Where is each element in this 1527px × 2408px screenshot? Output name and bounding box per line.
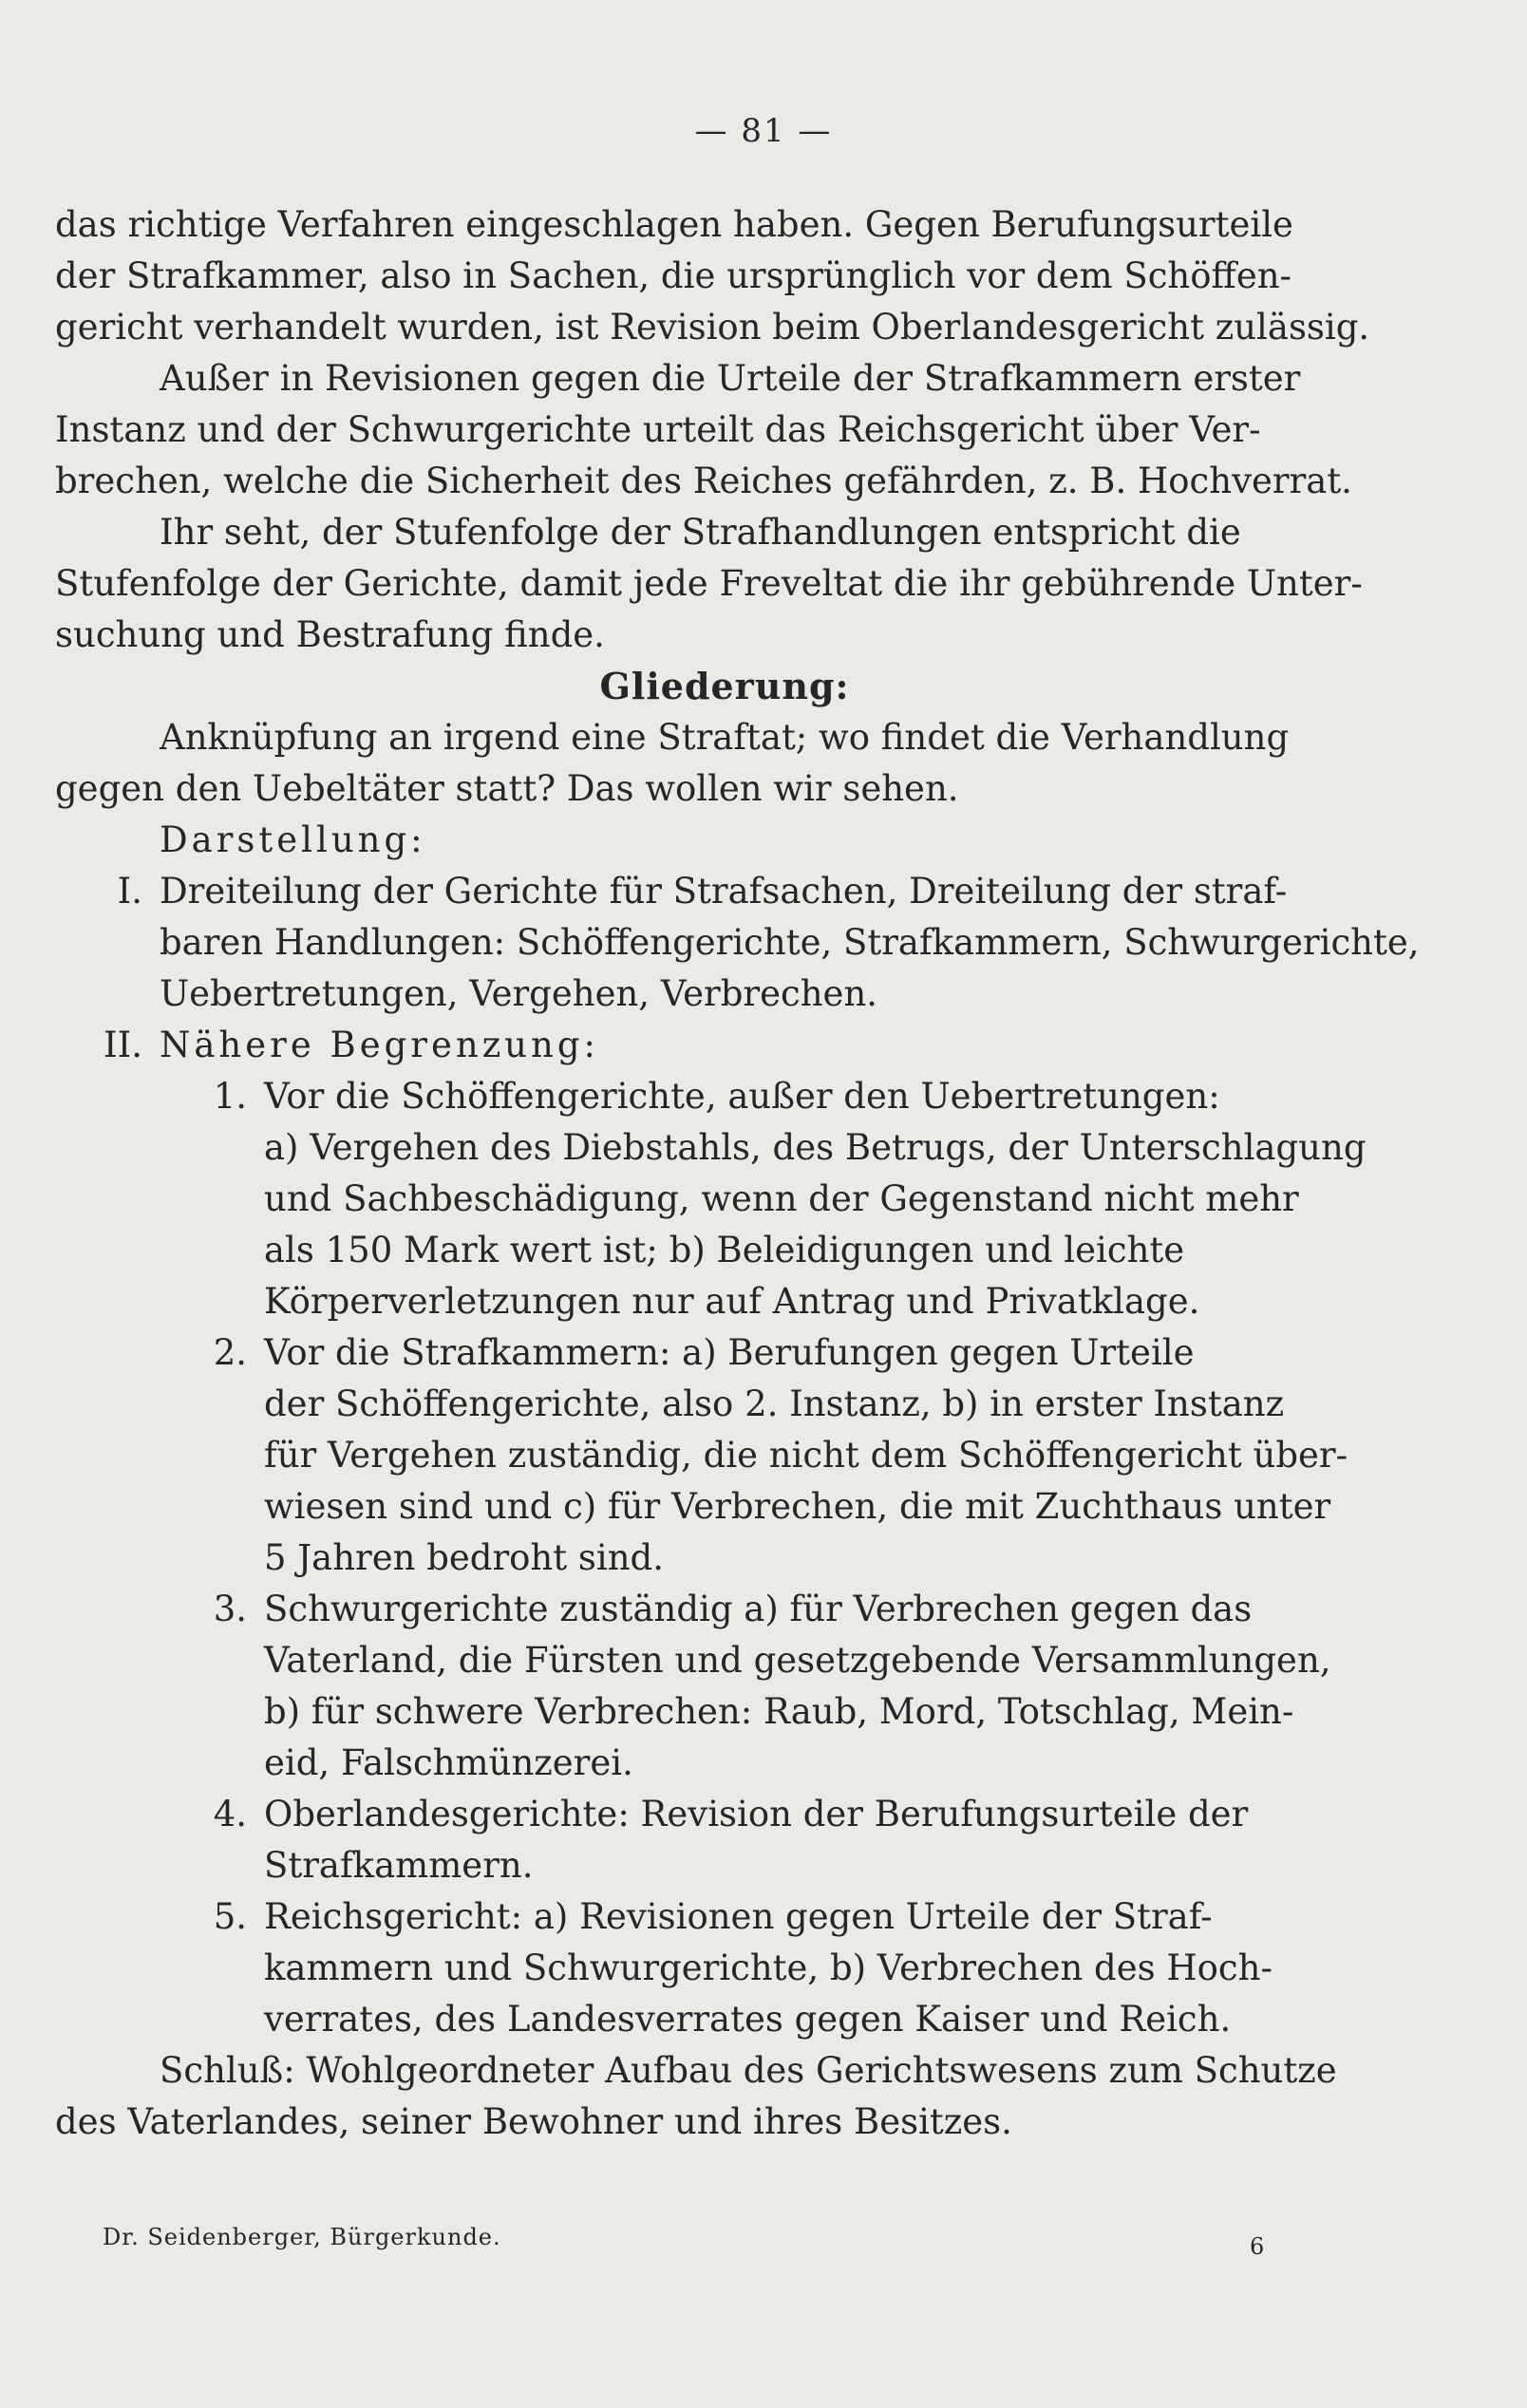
text-line: Oberlandesgerichte: Revision der Berufungsurteile der xyxy=(264,1794,1249,1834)
text-line: verrates, des Landesverrates gegen Kaiser und Reich. xyxy=(264,1999,1232,2040)
text-line: 5 Jahren bedroht sind. xyxy=(264,1537,664,1578)
text-line: Uebertretungen, Vergehen, Verbrechen. xyxy=(160,973,878,1014)
text-line: a) Vergehen des Diebstahls, des Betrugs, der Unterschlagung xyxy=(264,1127,1367,1168)
text-line: Schwurgerichte zuständig a) für Verbrechen gegen das xyxy=(264,1589,1253,1629)
outline-number: 5. xyxy=(213,1896,247,1937)
text-line: Ihr seht, der Stufenfolge der Strafhandlungen entspricht die xyxy=(160,512,1241,553)
outline-subitem xyxy=(55,1789,1337,1840)
text-line: Vor die Strafkammern: a) Berufungen gegen Urteile xyxy=(264,1332,1195,1373)
text-line: der Schöffengerichte, also 2. Instanz, b) in erster Instanz xyxy=(264,1383,1285,1424)
outline-number: II. xyxy=(104,1025,142,1065)
text-line: Vaterland, die Fürsten und gesetzgebende Versammlungen, xyxy=(264,1640,1331,1681)
outline-number: 4. xyxy=(213,1794,247,1834)
footer-signature: 6 xyxy=(1250,2233,1265,2260)
outline-number: 2. xyxy=(213,1332,247,1373)
outline-subitem xyxy=(55,1327,1337,1379)
section-title: Gliederung: xyxy=(599,665,850,707)
outline-number: I. xyxy=(117,871,142,912)
outline-subitem xyxy=(55,1584,1337,1635)
text-line: kammern und Schwurgerichte, b) Verbrechen des Hoch- xyxy=(264,1947,1272,1988)
outline-item xyxy=(55,1020,1337,1071)
outline-number: 1. xyxy=(213,1076,247,1117)
page-number: — 81 — xyxy=(694,112,833,150)
text-line: Reichsgericht: a) Revisionen gegen Urteile der Straf- xyxy=(264,1896,1213,1937)
text-line: gegen den Uebeltäter statt? Das wollen wir sehen. xyxy=(55,768,959,809)
text-line: gericht verhandelt wurden, ist Revision beim Oberlandesgericht zulässig. xyxy=(55,307,1370,348)
outline-subitem xyxy=(55,1891,1337,1943)
footer-author: Dr. Seidenberger, Bürgerkunde. xyxy=(103,2224,501,2250)
text-line: brechen, welche die Sicherheit des Reiches gefährden, z. B. Hochverrat. xyxy=(55,461,1352,501)
text-line: wiesen sind und c) für Verbrechen, die mit Zuchthaus unter xyxy=(264,1486,1331,1527)
page-content xyxy=(55,199,1420,2148)
text-line: der Strafkammer, also in Sachen, die ursprünglich vor dem Schöffen- xyxy=(55,255,1292,296)
outline-subitem xyxy=(55,1071,1337,1122)
text-line: Dreiteilung der Gerichte für Strafsachen, Dreiteilung der straf- xyxy=(160,871,1288,912)
text-line: Stufenfolge der Gerichte, damit jede Freveltat die ihr gebührende Unter- xyxy=(55,563,1363,604)
outline-number: 3. xyxy=(213,1589,247,1629)
text-line: Schluß: Wohlgeordneter Aufbau des Gerichtswesens zum Schutze xyxy=(160,2050,1337,2091)
text-line: Körperverletzungen nur auf Antrag und Privatklage. xyxy=(264,1281,1200,1322)
text-line: b) für schwere Verbrechen: Raub, Mord, Totschlag, Mein- xyxy=(264,1691,1294,1732)
text-line: das richtige Verfahren eingeschlagen haben. Gegen Berufungsurteile xyxy=(55,204,1293,245)
text-line: Strafkammern. xyxy=(264,1845,534,1886)
outline-item xyxy=(55,866,1337,917)
text-line: und Sachbeschädigung, wenn der Gegenstand nicht mehr xyxy=(264,1178,1299,1219)
text-line: als 150 Mark wert ist; b) Beleidigungen und leichte xyxy=(264,1230,1185,1270)
text-line: für Vergehen zuständig, die nicht dem Schöffengericht über- xyxy=(264,1435,1348,1476)
text-line: Vor die Schöffengerichte, außer den Uebertretungen: xyxy=(264,1076,1220,1117)
text-line: Instanz und der Schwurgerichte urteilt das Reichsgericht über Ver- xyxy=(55,409,1261,450)
text-line: Außer in Revisionen gegen die Urteile der Strafkammern erster xyxy=(160,358,1301,399)
text-line: des Vaterlandes, seiner Bewohner und ihres Besitzes. xyxy=(55,2101,1012,2142)
text-line: eid, Falschmünzerei. xyxy=(264,1742,633,1783)
text-line: Anknüpfung an irgend eine Straftat; wo findet die Verhandlung xyxy=(160,717,1290,758)
text-line: suchung und Bestrafung finde. xyxy=(55,614,605,655)
text-line: baren Handlungen: Schöffengerichte, Strafkammern, Schwurgerichte, xyxy=(160,922,1420,963)
outline-heading: Nähere Begrenzung: xyxy=(160,1025,599,1065)
darstellung-label: Darstellung: xyxy=(160,819,426,860)
